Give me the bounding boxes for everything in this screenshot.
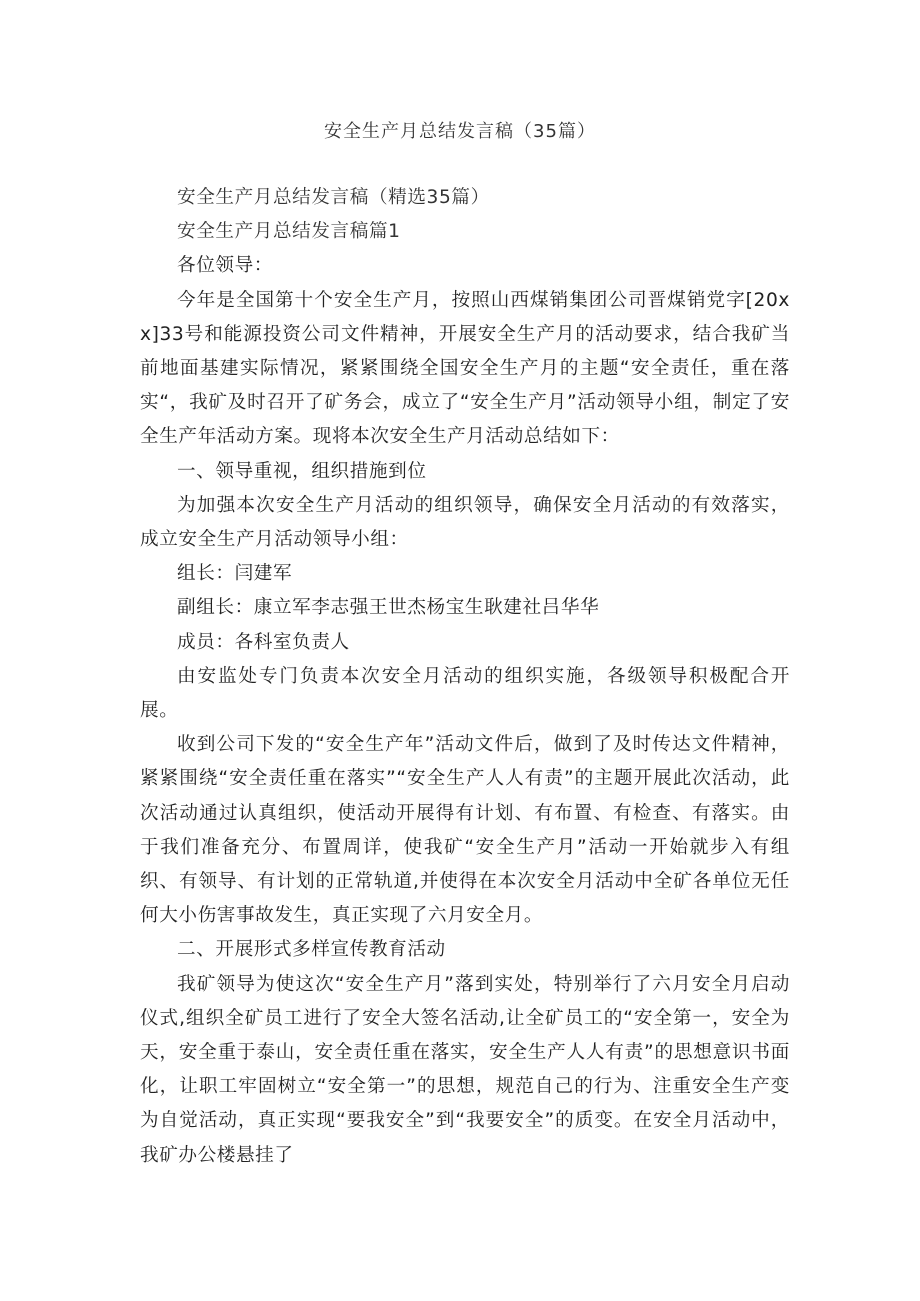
section-title-paragraph: 安全生产月总结发言稿篇1 [177, 221, 401, 243]
heading-paragraph: 一、领导重视，组织措施到位 [177, 460, 427, 482]
deputy-leader-paragraph: 副组长：康立军李志强王世杰杨宝生耿建社吕华华 [177, 597, 600, 619]
document-title: 安全生产月总结发言稿（35篇） [324, 121, 596, 142]
members-paragraph: 成员：各科室负责人 [177, 631, 350, 653]
body-paragraph: 我矿领导为使这次“安全生产月”落到实处，特别举行了六月安全月启动仪式,组织全矿员工进行了安全大签名活动,让全矿员工的“安全第一，安全为天，安全重于泰山，安全责任重在落实，安全生产人人有责”的思想意识书面化，让职工牢固树立“安全第一”的思想，规范自己的行为、注重安全生产变为自觉活动，真正实现“要我安全”到“我要安全”的质变。在安全月活动中，我矿办公楼悬挂了 [140, 973, 790, 1166]
document-body [140, 181, 790, 1173]
salutation-paragraph: 各位领导： [177, 255, 273, 277]
body-paragraph: 收到公司下发的“安全生产年”活动文件后，做到了及时传达文件精神，紧紧围绕“安全责任重在落实”“安全生产人人有责”的主题开展此次活动，此次活动通过认真组织，使活动开展得有计划、有布置、有检查、有落实。由于我们准备充分、布置周详，使我矿“安全生产月”活动一开始就步入有组织、有领导、有计划的正常轨道,并使得在本次安全月活动中全矿各单位无任何大小伤害事故发生，真正实现了六月安全月。 [140, 734, 790, 927]
body-paragraph: 为加强本次安全生产月活动的组织领导，确保安全月活动的有效落实，成立安全生产月活动领导小组： [140, 494, 790, 551]
leader-paragraph: 组长：闫建军 [177, 563, 293, 585]
subtitle-paragraph: 安全生产月总结发言稿（精选35篇） [177, 187, 490, 208]
heading-paragraph: 二、开展形式多样宣传教育活动 [177, 939, 446, 961]
body-paragraph: 今年是全国第十个安全生产月，按照山西煤销集团公司晋煤销党字[20xx]33号和能源投资公司文件精神，开展安全生产月的活动要求，结合我矿当前地面基建实际情况，紧紧围绕全国安全生产月的主题“安全责任，重在落实“，我矿及时召开了矿务会，成立了“安全生产月”活动领导小组，制定了安全生产年活动方案。现将本次安全生产月活动总结如下： [140, 289, 790, 448]
body-paragraph: 由安监处专门负责本次安全月活动的组织实施，各级领导积极配合开展。 [140, 665, 790, 722]
